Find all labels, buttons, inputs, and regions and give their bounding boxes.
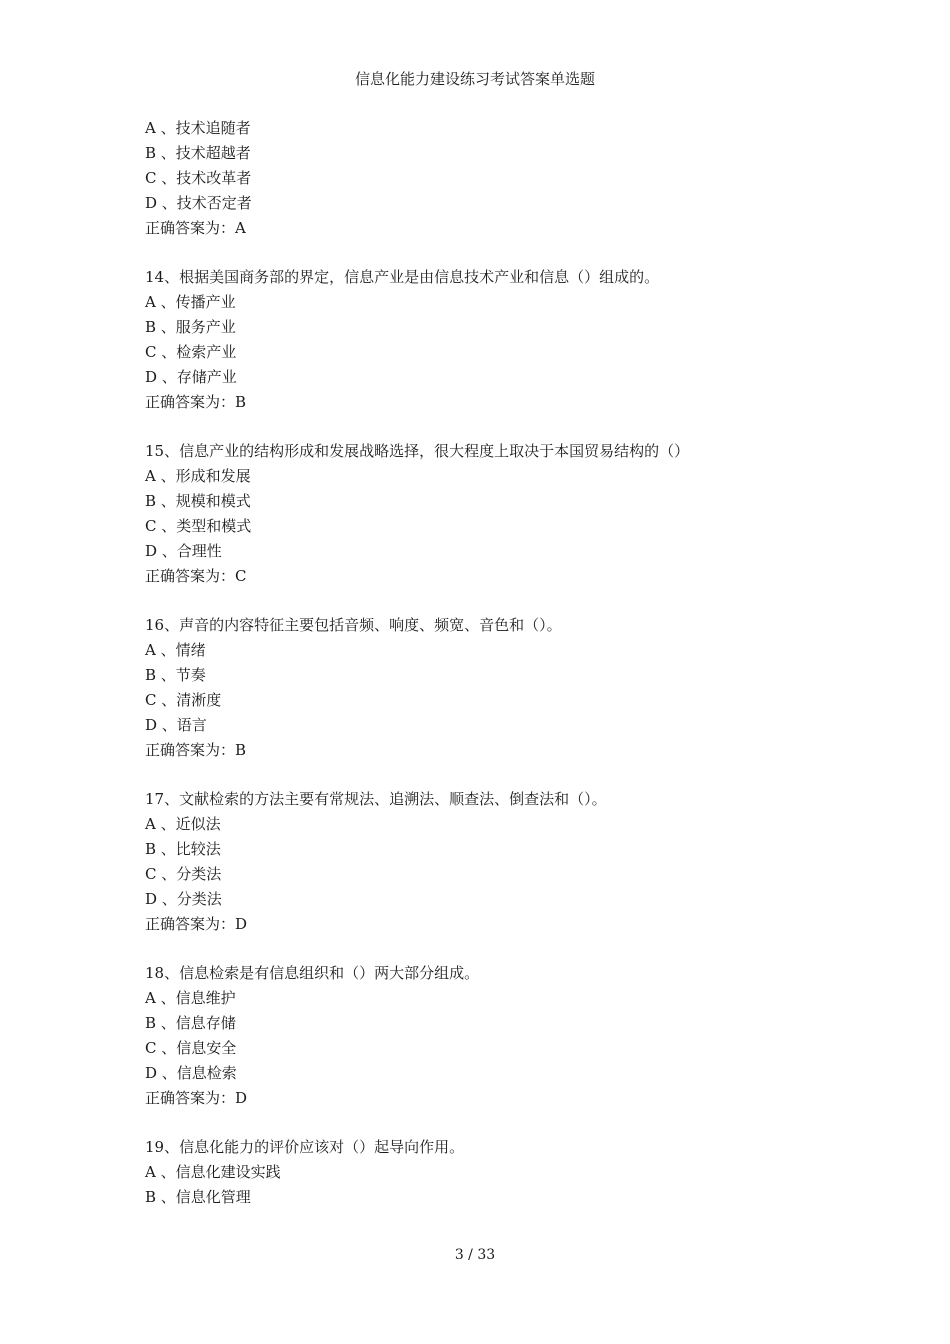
question-14 <box>145 265 845 415</box>
option-a: A 、信息维护 <box>145 989 236 1007</box>
page-header-title: 信息化能力建设练习考试答案单选题 <box>354 70 595 88</box>
option-c: C 、清淅度 <box>145 691 222 709</box>
option-d: D 、合理性 <box>145 542 222 560</box>
option-a: A 、技术追随者 <box>145 119 251 137</box>
question-17 <box>145 787 845 937</box>
question-16 <box>145 613 845 763</box>
option-c: C 、分类法 <box>145 865 222 883</box>
answer-line: 正确答案为：B <box>145 741 247 759</box>
answer-line: 正确答案为：A <box>145 219 246 237</box>
option-c: C 、信息安全 <box>145 1039 237 1057</box>
question-text: 15、信息产业的结构形成和发展战略选择，很大程度上取决于本国贸易结构的（） <box>145 442 690 460</box>
option-a: A 、传播产业 <box>145 293 236 311</box>
question-text: 17、文献检索的方法主要有常规法、追溯法、顺查法、倒查法和（）。 <box>145 790 607 808</box>
question-text: 19、信息化能力的评价应该对（）起导向作用。 <box>145 1138 465 1156</box>
option-b: B 、技术超越者 <box>145 144 251 162</box>
option-d: D 、分类法 <box>145 890 222 908</box>
option-b: B 、节奏 <box>145 666 206 684</box>
answer-line: 正确答案为：D <box>145 915 248 933</box>
option-b: B 、服务产业 <box>145 318 236 336</box>
option-a: A 、形成和发展 <box>145 467 251 485</box>
option-d: D 、存储产业 <box>145 368 237 386</box>
option-a: A 、情绪 <box>145 641 206 659</box>
answer-line: 正确答案为：C <box>145 567 247 585</box>
option-d: D 、语言 <box>145 716 207 734</box>
page-number: 3 / 33 <box>454 1247 496 1263</box>
option-b: B 、信息存储 <box>145 1014 236 1032</box>
option-d: D 、信息检索 <box>145 1064 237 1082</box>
question-fragment-13 <box>145 116 845 241</box>
option-d: D 、技术否定者 <box>145 194 252 212</box>
option-a: A 、信息化建设实践 <box>145 1163 281 1181</box>
option-c: C 、技术改革者 <box>145 169 252 187</box>
answer-line: 正确答案为：D <box>145 1089 248 1107</box>
question-19 <box>145 1135 845 1210</box>
option-b: B 、比较法 <box>145 840 221 858</box>
option-c: C 、类型和模式 <box>145 517 252 535</box>
question-text: 16、声音的内容特征主要包括音频、响度、频宽、音色和（）。 <box>145 616 562 634</box>
option-a: A 、近似法 <box>145 815 221 833</box>
option-c: C 、检索产业 <box>145 343 237 361</box>
option-b: B 、信息化管理 <box>145 1188 251 1206</box>
document-body <box>145 116 845 1210</box>
question-18 <box>145 961 845 1111</box>
question-text: 14、根据美国商务部的界定，信息产业是由信息技术产业和信息（）组成的。 <box>145 268 660 286</box>
option-b: B 、规模和模式 <box>145 492 251 510</box>
question-15 <box>145 439 845 589</box>
question-text: 18、信息检索是有信息组织和（）两大部分组成。 <box>145 964 480 982</box>
answer-line: 正确答案为：B <box>145 393 247 411</box>
